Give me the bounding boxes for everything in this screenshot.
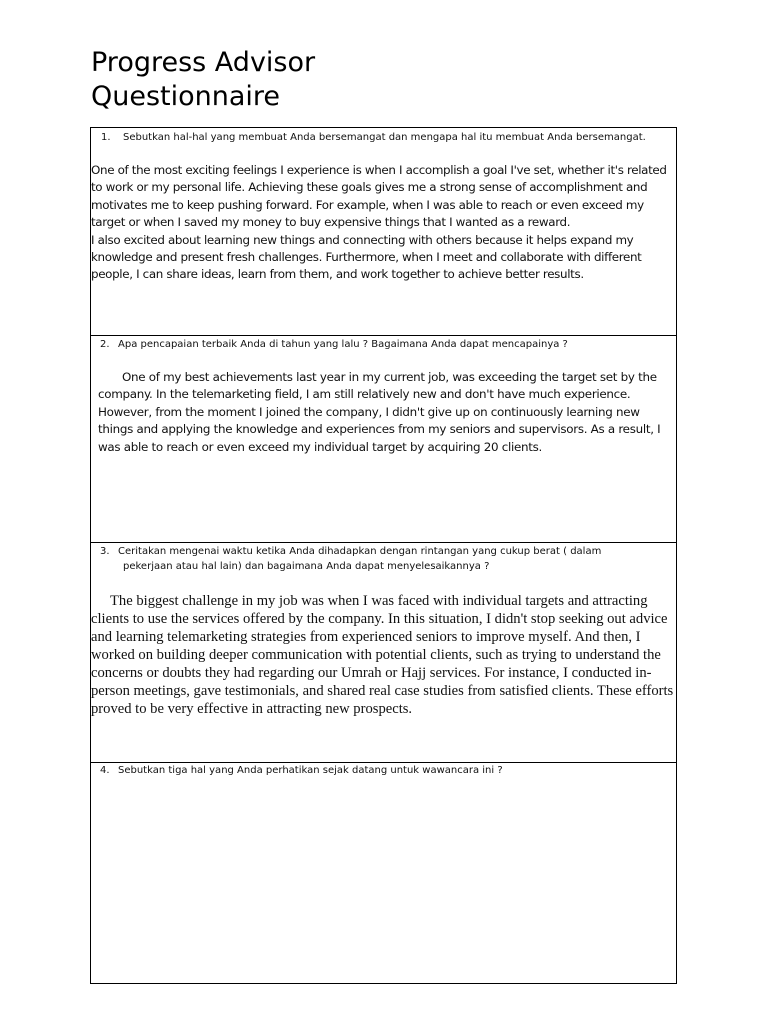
page-title-line-2: Questionnaire — [91, 81, 281, 112]
question-text: Apa pencapaian terbaik Anda di tahun yang lalu ? Bagaimana Anda dapat mencapainya ? — [118, 339, 568, 350]
question-row-2 — [91, 336, 676, 543]
page-title-line-1: Progress Advisor — [91, 47, 316, 78]
question-text: Ceritakan mengenai waktu ketika Anda dihadapkan dengan rintangan yang cukup berat ( dalam — [118, 546, 602, 557]
question-number: 3. — [100, 546, 110, 557]
question-3 — [100, 544, 640, 574]
question-number: 2. — [100, 339, 110, 350]
question-number: 4. — [100, 765, 110, 776]
question-1 — [101, 130, 646, 145]
answer-1[interactable] — [91, 162, 681, 284]
question-row-1 — [91, 128, 676, 336]
question-text: Sebutkan tiga hal yang Anda perhatikan sejak datang untuk wawancara ini ? — [118, 765, 503, 776]
questionnaire-table — [90, 127, 677, 984]
question-row-3 — [91, 543, 676, 763]
answer-paragraph: One of my best achievements last year in my current job, was exceeding the target set by the company. In the telemarketing field, I am still relatively new and don't have much experience. However, from the moment I joined the company, I didn't give up on continuously learning new things and applying the knowledge and experiences from my seniors and supervisors. As a result, I was able to reach or even exceed my individual target by acquiring 20 clients. — [98, 370, 661, 454]
question-text: Sebutkan hal-hal yang membuat Anda bersemangat dan mengapa hal itu membuat Anda bersemangat. — [123, 132, 646, 143]
question-row-4[interactable] — [91, 763, 676, 983]
question-2 — [100, 337, 568, 352]
page-title — [91, 46, 315, 114]
question-text-continued: pekerjaan atau hal lain) dan bagaimana Anda dapat menyelesaikannya ? — [123, 561, 490, 572]
question-4 — [100, 763, 503, 778]
answer-2[interactable] — [98, 369, 678, 456]
question-number: 1. — [101, 132, 111, 143]
answer-paragraph: The biggest challenge in my job was when I was faced with individual targets and attracting clients to use the services offered by the company. In this situation, I didn't stop seeking out advice and learning telemarketing strategies from experienced seniors to improve myself. And then, I worked on building deeper communication with potential clients, such as trying to understand the concerns or doubts they had regarding our Umrah or Hajj services. For instance, I conducted in-person meetings, gave testimonials, and shared real case studies from satisfied clients. These efforts proved to be very effective in attracting new prospects. — [91, 593, 674, 717]
answer-3[interactable] — [91, 592, 681, 718]
answer-paragraph: I also excited about learning new things and connecting with others because it helps expand my knowledge and present fresh challenges. Furthermore, when I meet and collaborate with different people, I can share ideas, learn from them, and work together to achieve better results. — [91, 232, 642, 282]
answer-paragraph: One of the most exciting feelings I experience is when I accomplish a goal I've set, whether it's related to work or my personal life. Achieving these goals gives me a strong sense of accomplishment and motivates me to keep pushing forward. For example, when I was able to reach or even exceed my target or when I saved my money to buy expensive things that I wanted as a reward. — [91, 163, 667, 230]
